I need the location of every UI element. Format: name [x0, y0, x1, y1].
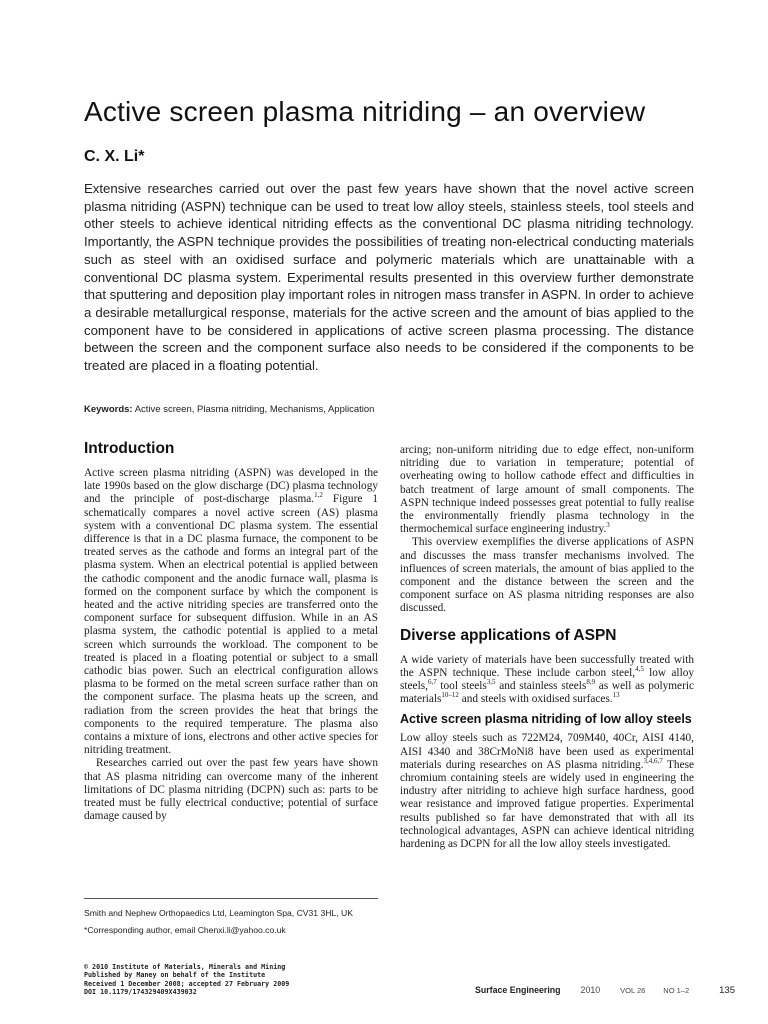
journal-number: NO 1–2	[663, 986, 690, 995]
citation: 3,4,6,7	[643, 757, 663, 766]
section-gap	[400, 616, 694, 627]
dates-line: Received 1 December 2008; accepted 27 February 2009	[84, 979, 290, 988]
journal-year: 2010	[580, 985, 601, 995]
doi-line: DOI 10.1179/174329409X439032	[84, 987, 197, 996]
citation: 6,7	[427, 678, 437, 687]
footnote-divider	[84, 898, 378, 899]
text-run: and stainless steels	[495, 680, 587, 693]
affiliation-footnote: Smith and Nephew Orthopaedics Ltd, Leamington Spa, CV31 3HL, UK	[84, 908, 353, 918]
citation: 3,5	[486, 678, 496, 687]
page-footer	[475, 985, 735, 996]
journal-volume: VOL 26	[620, 986, 646, 995]
citation: 4,5	[635, 665, 644, 674]
author-name: C. X. Li*	[84, 148, 145, 165]
low-alloy-subheading: Active screen plasma nitriding of low alloy steels	[400, 712, 692, 727]
text-run: as well as polymeric materials	[400, 680, 694, 706]
text-run: tool steels	[436, 680, 487, 693]
introduction-heading: Introduction	[84, 440, 175, 457]
keywords-label: Keywords:	[84, 404, 133, 415]
introduction-paragraph-4: This overview exemplifies the diverse applications of ASPN and discusses the mass transfer mechanisms involved. The influences of screen materials, the amount of bias applied to the component and the distance between the screen and the component surface on AS plasma nitriding responses are also discussed.	[400, 536, 694, 615]
citation: 10–12	[441, 691, 459, 700]
text-run: low alloy steels,	[400, 666, 695, 693]
text-run: A wide variety of materials have been successfully treated with the ASPN technique. These include carbon steel,	[400, 653, 694, 679]
corresponding-author-footnote: *Corresponding author, email Chenxi.li@yahoo.co.uk	[84, 925, 286, 935]
page-number: 135	[719, 985, 735, 996]
copyright-line: © 2010 Institute of Materials, Minerals and Mining	[84, 963, 286, 971]
introduction-paragraph-3	[400, 444, 694, 536]
text-run: and steels with oxidised surfaces.	[458, 693, 613, 706]
publication-info	[84, 963, 384, 996]
text-run: Low alloy steels such as 722M24, 709M40, 40Cr, AISI 4140, AISI 4340 and 38CrMoNi8 have been used as experimental materials during researches on AS plasma nitriding.	[400, 732, 694, 771]
citation: 3	[606, 521, 610, 530]
diverse-paragraph-1	[400, 654, 694, 707]
text-run: arcing; non-uniform nitriding due to edge effect, non-uniform nitriding due to variation in temperature; potential of overheating owing to hollow cathode effect and difficulties in batch treatment of large amount of small components. The ASPN technique indeed possesses great potential to fully realise the environmentally friendly plasma technology in the thermochemical surface engineering industry.	[400, 444, 694, 536]
citation: 8,9	[586, 678, 596, 687]
keywords-list: Active screen, Plasma nitriding, Mechanisms, Application	[134, 404, 375, 415]
diverse-applications-heading: Diverse applications of ASPN	[400, 626, 617, 644]
introduction-paragraph-1	[84, 467, 378, 757]
right-column	[400, 444, 694, 851]
article-title: Active screen plasma nitriding – an overview	[84, 96, 646, 127]
citation: 1,2	[314, 491, 323, 500]
introduction-paragraph-2: Researches carried out over the past few years have shown that AS plasma nitriding can overcome many of the inherent limitations of DC plasma nitriding (DCPN) such as: parts to be treated must be fully electrical conductive; potential of surface damage caused by	[84, 757, 378, 823]
diverse-paragraph-2	[400, 732, 694, 851]
text-run: Active screen plasma nitriding (ASPN) was developed in the late 1990s based on the glow discharge (DC) plasma technology and the principle of post-discharge plasma.	[84, 467, 378, 506]
publisher-line: Published by Maney on behalf of the Institute	[84, 971, 266, 980]
left-column	[84, 440, 378, 823]
keywords	[84, 404, 694, 415]
text-run: Figure 1 schematically compares a novel active screen (AS) plasma system with a conventional DC plasma system. The essential difference is that in a DC plasma furnace, the component to be treated serves as the cathode and forms an integral part of the plasma system. When an electrical potential is applied between the cathodic component and the anodic furnace wall, plasma is formed on the component surface by which the component is heated and the active nitriding species are transferred onto the component surface for subsequent diffusion. While in an AS plasma system, the cathodic potential is applied to a metal screen which surrounds the workload. The component to be treated is placed in a floating potential or subject to a small cathodic bias power. Such an electrical configuration allows plasma to be formed on the metal screen surface rather than on the component surface. The plasma heats up the screen, and radiation from the screen provides the heat that brings the components to the required temperature. The plasma also contains a mixture of ions, electrons and other active species for nitriding treatment.	[84, 493, 378, 757]
journal-name: Surface Engineering	[475, 985, 561, 995]
abstract: Extensive researches carried out over the past few years have shown that the novel active screen plasma nitriding (ASPN) technique can be used to treat low alloy steels, stainless steels, tool steels and other steels to achieve identical nitriding effects as the conventional DC plasma nitriding technology. Importantly, the ASPN technique provides the possibilities of treating non-electrical conducting materials such as steel with an oxidised surface and polymeric materials which are unattainable with a conventional DC plasma system. Experimental results presented in this overview further demonstrate that sputtering and deposition play important roles in nitrogen mass transfer in ASPN. In order to achieve a desirable metallurgical response, materials for the active screen and the amount of bias applied to the component have to be considered in applications of active screen plasma processing. The distance between the screen and the component surface also needs to be considered if the components to be treated are placed in a floating potential.	[84, 181, 694, 374]
citation: 13	[612, 691, 620, 700]
text-run: These chromium containing steels are widely used in engineering the industry after nitriding to achieve high surface hardness, good wear resistance and improved fatigue properties. Experimental results published so far have demonstrated that with all its technological advantages, ASPN can achieve identical nitriding hardening as DCPN for all the low alloy steels investigated.	[400, 758, 695, 851]
